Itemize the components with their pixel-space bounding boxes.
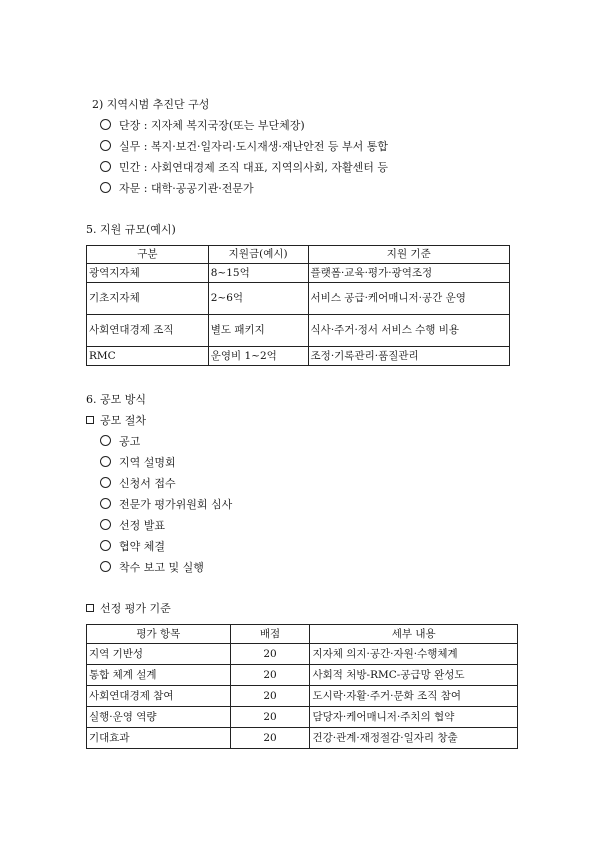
table-cell: RMC	[87, 347, 209, 366]
circle-bullet-icon	[100, 519, 111, 530]
square-bullet-icon	[86, 604, 94, 612]
list-item: 실무 : 복지·보건·일자리·도시재생·재난안전 등 부서 통합	[100, 140, 388, 154]
table-header: 세부 내용	[310, 625, 518, 644]
evaluation-title: 선정 평가 기준	[86, 602, 171, 616]
table-cell: 운영비 1~2억	[208, 347, 308, 366]
table-cell: 플랫폼·교육·평가·광역조정	[308, 264, 509, 283]
table-cell: 사회연대경제 조직	[87, 315, 209, 347]
table-cell: 통합 체계 설계	[87, 665, 231, 686]
list-item: 단장 : 지자체 복지국장(또는 부단체장)	[100, 119, 305, 133]
table-cell: 식사·주거·정서 서비스 수행 비용	[308, 315, 509, 347]
circle-bullet-icon	[100, 540, 111, 551]
circle-bullet-icon	[100, 140, 111, 151]
table-header: 지원 기준	[308, 246, 509, 264]
circle-bullet-icon	[100, 435, 111, 446]
list-item: 공고	[100, 435, 140, 449]
table-cell: 8~15억	[208, 264, 308, 283]
table-cell: 도시락·자활·주거·문화 조직 참여	[310, 686, 518, 707]
table-cell: 20	[230, 707, 310, 728]
circle-bullet-icon	[100, 182, 111, 193]
table-header-row	[87, 625, 518, 644]
table-cell: 조정·기록관리·품질관리	[308, 347, 509, 366]
procedure-title: 공모 절차	[86, 414, 146, 428]
table-row	[87, 315, 510, 347]
table-cell: 기초지자체	[87, 283, 209, 315]
table-cell: 기대효과	[87, 728, 231, 749]
table-header: 평가 항목	[87, 625, 231, 644]
table-cell: 20	[230, 644, 310, 665]
table-header: 배점	[230, 625, 310, 644]
table-cell: 건강·관계·재정절감·일자리 창출	[310, 728, 518, 749]
circle-bullet-icon	[100, 561, 111, 572]
section-2-heading: 2) 지역시범 추진단 구성	[92, 98, 210, 111]
table-cell: 2~6억	[208, 283, 308, 315]
circle-bullet-icon	[100, 161, 111, 172]
circle-bullet-icon	[100, 498, 111, 509]
table-header-row	[87, 246, 510, 264]
table-cell: 담당자·케어매니저·주치의 협약	[310, 707, 518, 728]
table-row	[87, 347, 510, 366]
table-cell: 서비스 공급·케어매니저·공간 운영	[308, 283, 509, 315]
table-cell: 지자체 의지·공간·자원·수행체계	[310, 644, 518, 665]
circle-bullet-icon	[100, 477, 111, 488]
square-bullet-icon	[86, 416, 94, 424]
table-header: 지원금(예시)	[208, 246, 308, 264]
list-item: 지역 설명회	[100, 456, 176, 470]
list-item: 자문 : 대학·공공기관·전문가	[100, 182, 254, 196]
support-scale-table	[86, 245, 510, 366]
table-cell: 20	[230, 665, 310, 686]
table-cell: 지역 기반성	[87, 644, 231, 665]
list-item: 신청서 접수	[100, 477, 176, 491]
table-cell: 광역지자체	[87, 264, 209, 283]
table-row	[87, 283, 510, 315]
list-item: 민간 : 사회연대경제 조직 대표, 지역의사회, 자활센터 등	[100, 161, 388, 175]
table-row	[87, 644, 518, 665]
list-item: 전문가 평가위원회 심사	[100, 498, 232, 512]
section-6-heading: 6. 공모 방식	[86, 393, 146, 406]
circle-bullet-icon	[100, 456, 111, 467]
table-row	[87, 728, 518, 749]
table-row	[87, 707, 518, 728]
list-item: 선정 발표	[100, 519, 165, 533]
table-cell: 20	[230, 686, 310, 707]
list-item: 협약 체결	[100, 540, 165, 554]
table-row	[87, 686, 518, 707]
table-cell: 사회연대경제 참여	[87, 686, 231, 707]
table-cell: 20	[230, 728, 310, 749]
table-row	[87, 264, 510, 283]
table-row	[87, 665, 518, 686]
list-item: 착수 보고 및 실행	[100, 561, 204, 575]
section-5-heading: 5. 지원 규모(예시)	[86, 223, 176, 236]
circle-bullet-icon	[100, 119, 111, 130]
table-header: 구분	[87, 246, 209, 264]
table-cell: 별도 패키지	[208, 315, 308, 347]
table-cell: 실행·운영 역량	[87, 707, 231, 728]
table-cell: 사회적 처방-RMC-공급망 완성도	[310, 665, 518, 686]
evaluation-criteria-table	[86, 624, 518, 749]
